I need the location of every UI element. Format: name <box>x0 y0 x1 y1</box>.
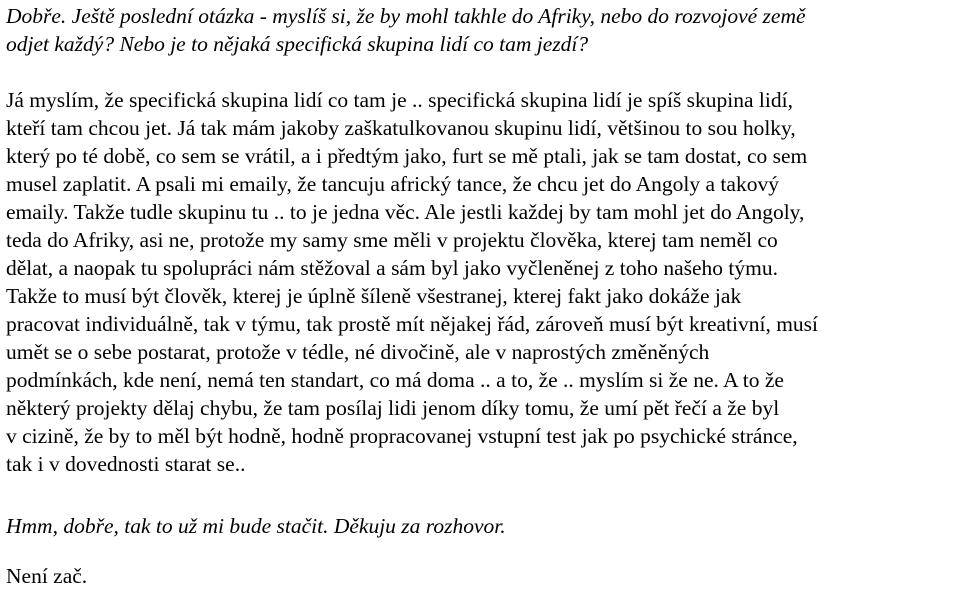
interview-transcript <box>6 0 958 590</box>
answer-line: kteří tam chcou jet. Já tak mám jakoby zaškatulkovanou skupinu lidí, většinou to sou holky, <box>6 116 796 140</box>
paragraph-gap <box>6 478 958 512</box>
answer-line: teda do Afriky, asi ne, protože my samy sme měli v projektu člověka, kterej tam neměl co <box>6 228 778 252</box>
answer-line: v cizině, že by to měl být hodně, hodně propracovanej vstupní test jak po psychické stránce, <box>6 424 798 448</box>
answer-line: některý projekty dělaj chybu, že tam posílaj lidi jenom díky tomu, že umí pět řečí a že byl <box>6 396 780 420</box>
answer-line: podmínkách, kde není, nemá ten standart, co má doma .. a to, že .. myslím si že ne. A to že <box>6 368 784 392</box>
answer-line: dělat, a naopak tu spolupráci nám stěžoval a sám byl jako vyčleněnej z toho našeho týmu. <box>6 256 778 280</box>
answer-line: emaily. Takže tudle skupinu tu .. to je jedna věc. Ale jestli každej by tam mohl jet do Angoly, <box>6 200 805 224</box>
answer-line: pracovat individuálně, tak v týmu, tak prostě mít nějakej řád, zároveň musí být kreativní, musí <box>6 312 819 336</box>
answer-line: tak i v dovednosti starat se.. <box>6 452 246 476</box>
question-line: Dobře. Ještě poslední otázka - myslíš si, že by mohl takhle do Afriky, nebo do rozvojové země <box>6 4 806 28</box>
answer-line: umět se o sebe postarat, protože v tédle, né divočině, ale v naprostých změněných <box>6 340 710 364</box>
answer-paragraph <box>6 86 958 478</box>
answer-line: který po té době, co sem se vrátil, a i předtým jako, furt se mě ptali, jak se tam dostat, co sem <box>6 144 808 168</box>
closing-question: Hmm, dobře, tak to už mi bude stačit. Děkuju za rozhovor. <box>6 514 506 538</box>
paragraph-gap <box>6 58 958 86</box>
paragraph-gap <box>6 540 958 562</box>
answer-line: Já myslím, že specifická skupina lidí co tam je .. specifická skupina lidí je spíš skupina lidí, <box>6 88 793 112</box>
closing-answer: Není zač. <box>6 564 88 588</box>
question-line: odjet každý? Nebo je to nějaká specifická skupina lidí co tam jezdí? <box>6 32 589 56</box>
answer-line: Takže to musí být člověk, kterej je úplně šíleně všestranej, kterej fakt jako dokáže jak <box>6 284 742 308</box>
answer-line: musel zaplatit. A psali mi emaily, že tancuju africký tance, že chcu jet do Angoly a takový <box>6 172 779 196</box>
question-paragraph <box>6 2 958 58</box>
